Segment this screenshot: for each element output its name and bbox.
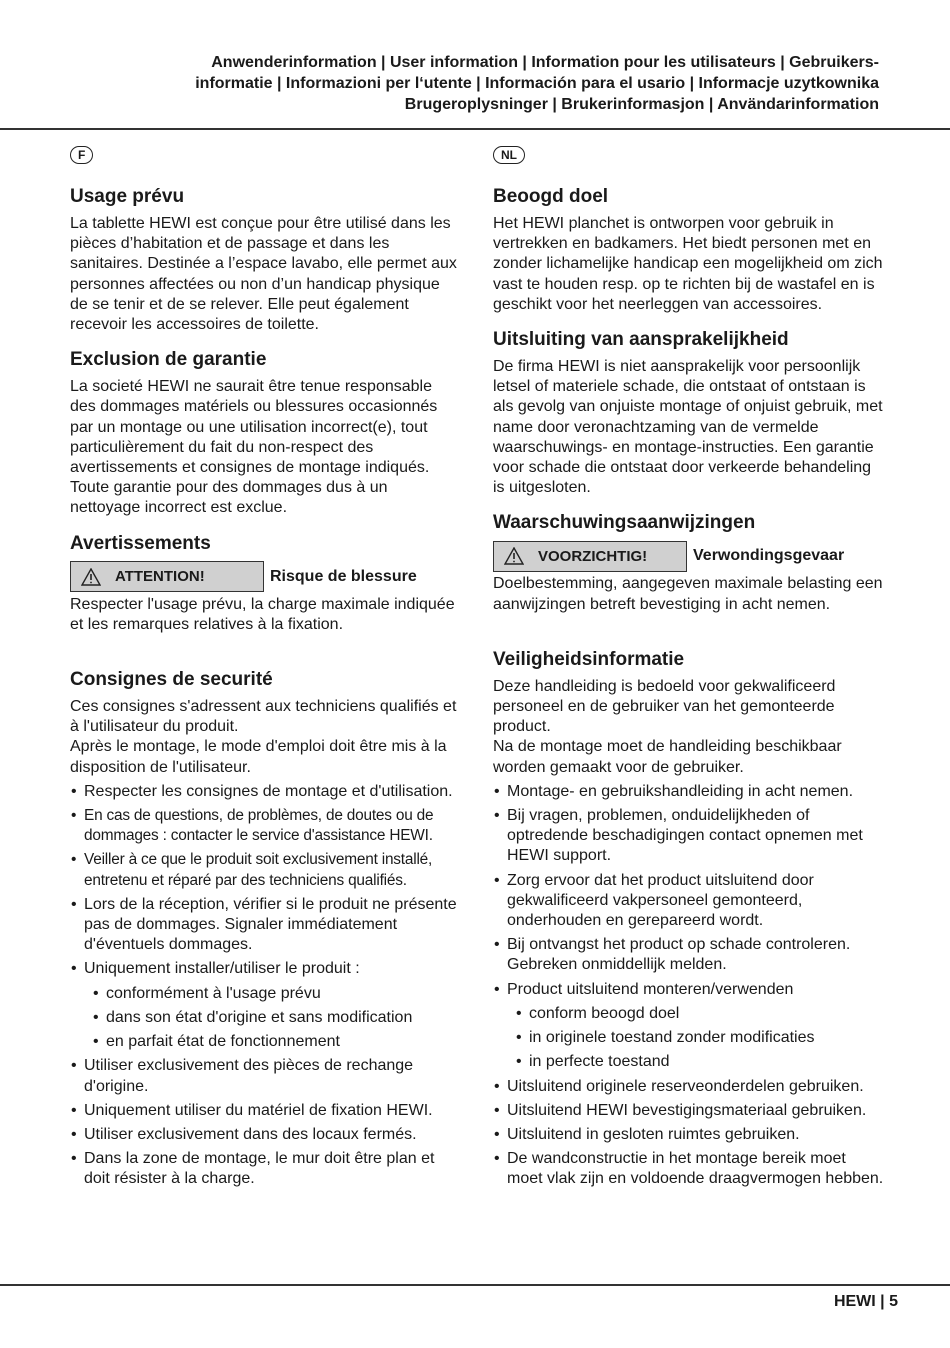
section-text: Het HEWI planchet is ontworpen voor gebruik in vertrekken en badkamers. Het biedt personen met en zonder lichamelijke handicap een mogelijkheid om zich vast te houden resp. op te richten bij de wastafel en is geschikt voor het neerleggen van accessoires. [493,215,883,313]
language-badge-nl: NL [493,146,525,164]
list-item: • Respecter les consignes de montage et d'utilisation. [70,782,460,802]
header-line-1: Anwenderinformation | User information | Information pour les utilisateurs | Gebruikers- [211,54,879,71]
section-intro: Ces consignes s'adressent aux techniciens qualifiés et à l'utilisateur du produit. [70,698,457,736]
list-item: • Veiller à ce que le produit soit exclusivement installé, entretenu et réparé par des techniciens qualifiés. [70,850,460,890]
list-item: • Uitsluitend in gesloten ruimtes gebruiken. [493,1125,885,1145]
section-text: La tablette HEWI est conçue pour être utilisé dans les pièces d’habitation et de passage et dans les sanitaires. Destinée a l’espace lavabo, elle permet aux personnes affectées ou non d’un handicap physique de se tenir et de se relever. Elle peut également recevoir les accessoires de toilette. [70,215,457,334]
list-subitem: • conform beoogd doel [493,1004,885,1024]
warning-box-label: ATTENTION! [115,568,205,586]
list-item: • Uitsluitend originele reserveonderdelen gebruiken. [493,1077,885,1097]
list-subitem: • en parfait état de fonctionnement [70,1032,460,1052]
footer-divider [0,1284,950,1286]
list-subitem: • in originele toestand zonder modificaties [493,1028,885,1048]
list-item: • Uniquement utiliser du matériel de fixation HEWI. [70,1101,460,1121]
section-title: Beoogd doel [493,186,609,207]
section-title: Avertissements [70,532,211,554]
list-item: • Product uitsluitend monteren/verwenden [493,980,885,1000]
list-subitem: • conformément à l'usage prévu [70,984,460,1004]
column-dutch [493,146,885,1204]
list-item: • En cas de questions, de problèmes, de doutes ou de dommages : contacter le service d'assistance HEWI. [70,806,460,846]
section-warranty-exclusion [70,349,460,518]
list-item: • De wandconstructie in het montage bereik moet moet vlak zijn en voldoende draagvermogen hebben. [493,1149,885,1189]
list-subitem: • in perfecte toestand [493,1052,885,1072]
list-item: • Utiliser exclusivement des pièces de rechange d'origine. [70,1056,460,1096]
header-divider [0,128,950,130]
section-intro: Deze handleiding is bedoeld voor gekwalificeerd personeel en de gebruiker van het gemonteerde product. [493,677,836,736]
section-safety [493,649,885,1190]
warning-box-label: VOORZICHTIG! [538,547,648,565]
column-french [70,146,460,1204]
section-text: La societé HEWI ne saurait être tenue responsable des dommages matériels ou blessures occasionnés par un montage ou une utilisation incorrect(e), tout particulièrement du fait du non-respect des avertissements et consignes de montage indiqués. Toute garantie pour des dommages dus à un nettoyage incorrect est exclue. [70,378,438,517]
section-safety [70,669,460,1189]
safety-list [493,782,885,1190]
language-badge-f: F [70,146,93,164]
warning-row [70,561,460,593]
page-header [49,52,879,115]
list-item: • Uitsluitend HEWI bevestigingsmateriaal gebruiken. [493,1101,885,1121]
warning-box [493,541,687,572]
list-item: • Bij ontvangst het product op schade controleren. Gebreken onmiddellijk melden. [493,935,885,975]
warning-label: Risque de blessure [270,567,417,585]
warning-row [493,540,885,572]
warning-label: Verwondingsgevaar [693,547,845,565]
section-title: Veiligheidsinformatie [493,648,685,670]
header-line-2: informatie | Informazioni per l‘utente | Información para el usario | Informacje uzytkownika [195,75,879,92]
section-title: Usage prévu [70,186,185,207]
list-item: • Lors de la réception, vérifier si le produit ne présente pas de dommages. Signaler immédiatement d'éventuels dommages. [70,895,460,956]
section-intended-use [70,186,460,335]
warning-triangle-icon [81,568,101,586]
warning-box [70,561,264,592]
warning-triangle-icon [504,547,524,565]
section-text: Respecter l'usage prévu, la charge maximale indiquée et les remarques relatives à la fixation. [70,595,455,633]
page-footer: HEWI | 5 [833,1293,898,1310]
section-title: Exclusion de garantie [70,349,267,371]
list-item: • Uniquement installer/utiliser le produit : [70,959,460,979]
list-item: • Montage- en gebruikshandleiding in acht nemen. [493,782,885,802]
section-intro: Na de montage moet de handleiding beschikbaar worden gemaakt voor de gebruiker. [493,738,842,776]
header-line-3: Brugeroplysninger | Brukerinformasjon | Användarinformation [404,96,879,113]
section-warnings [70,533,460,635]
section-warnings [493,512,885,614]
section-text: De firma HEWI is niet aansprakelijk voor persoonlijk letsel of materiele schade, die ontstaat of ontstaan is als gevolg van onjuiste montage of onjuist gebruik, met name door veronachtzaming van de vermelde waarschuwings- en montage-instructies. Een garantie voor schade die ontstaat door verkeerde behandeling is uitgesloten. [493,358,883,497]
section-title: Consignes de securité [70,669,273,691]
list-item: • Dans la zone de montage, le mur doit être plan et doit résister à la charge. [70,1149,460,1189]
list-item: • Bij vragen, problemen, onduidelijkheden of optredende beschadigingen contact opnemen met HEWI support. [493,806,885,867]
section-intended-use [493,186,885,315]
section-text: Doelbestemming, aangegeven maximale belasting een aanwijzingen betreft bevestiging in acht nemen. [493,575,883,613]
section-title: Waarschuwingsaanwijzingen [493,512,756,534]
section-title: Uitsluiting van aansprakelijkheid [493,329,789,351]
list-subitem: • dans son état d'origine et sans modification [70,1008,460,1028]
section-warranty-exclusion [493,329,885,498]
section-intro: Après le montage, le mode d'emploi doit être mis à la disposition de l'utilisateur. [70,738,447,776]
safety-list [70,782,460,1190]
list-item: • Zorg ervoor dat het product uitsluitend door gekwalificeerd vakpersoneel gemonteerd, onderhouden en gerepareerd wordt. [493,871,885,932]
list-item: • Utiliser exclusivement dans des locaux fermés. [70,1125,460,1145]
